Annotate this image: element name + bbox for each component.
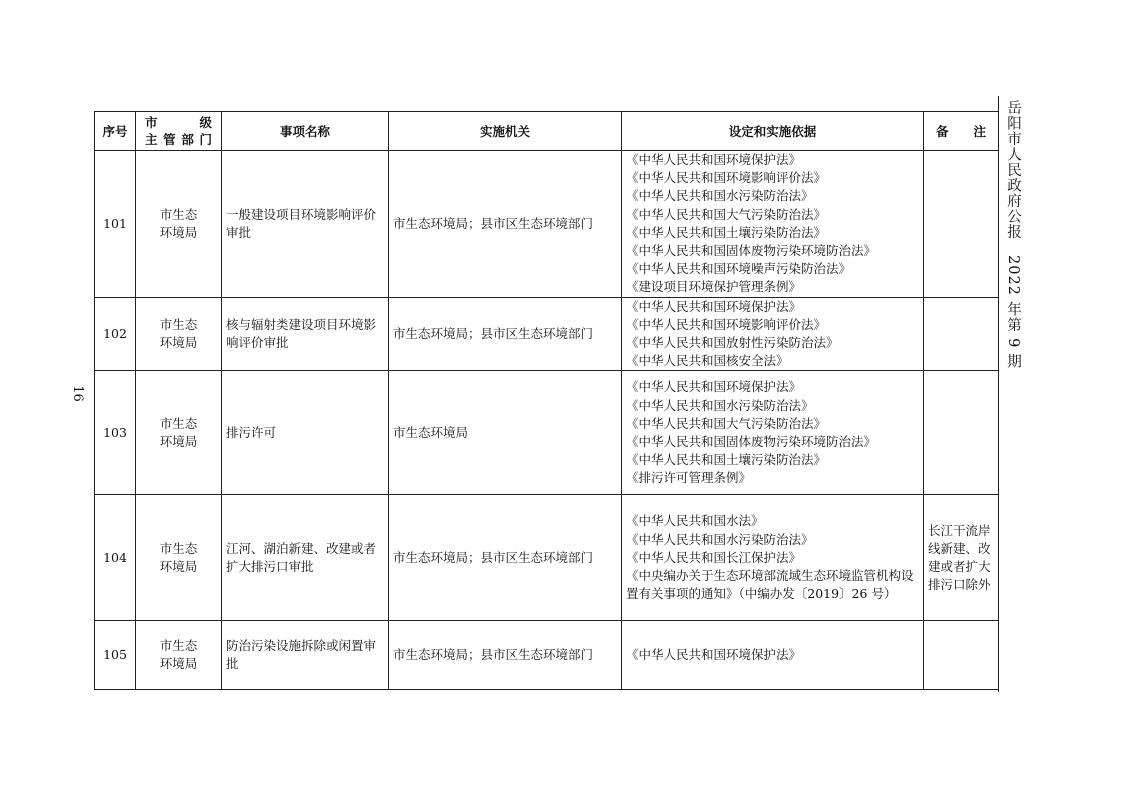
dept-line2: 环境局	[159, 656, 198, 672]
seq-cell: 104	[95, 495, 136, 621]
table-row	[95, 621, 999, 690]
dept-line2: 环境局	[159, 433, 198, 449]
basis-line: 《中华人民共和国环境影响评价法》	[626, 316, 827, 332]
header-basis: 设定和实施依据	[622, 112, 924, 151]
basis-line: 《中华人民共和国环境保护法》	[626, 298, 802, 314]
basis-line: 《中华人民共和国水污染防治法》	[626, 188, 814, 204]
dept-line1: 市生态	[159, 316, 198, 332]
dept-cell	[136, 371, 222, 495]
dept-line1: 市生态	[159, 540, 198, 556]
dept-line1: 市生态	[159, 415, 198, 431]
basis-cell	[622, 297, 924, 371]
item-cell: 防治污染设施拆除或闲置审批	[222, 621, 389, 690]
note-cell	[924, 151, 999, 298]
dept-line1: 市生态	[159, 206, 198, 222]
dept-line2: 环境局	[159, 558, 198, 574]
seq-cell: 103	[95, 371, 136, 495]
dept-cell	[136, 297, 222, 371]
basis-line: 《中华人民共和国固体废物污染环境防治法》	[626, 243, 877, 259]
approval-items-table	[94, 111, 999, 690]
note-cell	[924, 371, 999, 495]
header-dept-line1: 市 级	[145, 115, 212, 130]
item-cell: 一般建设项目环境影响评价审批	[222, 151, 389, 298]
agency-cell: 市生态环境局；县市区生态环境部门	[389, 621, 622, 690]
basis-line: 《中华人民共和国水法》	[626, 513, 764, 529]
basis-line: 《建设项目环境保护管理条例》	[626, 279, 802, 295]
basis-cell	[622, 621, 924, 690]
basis-line: 《中华人民共和国环境噪声污染防治法》	[626, 261, 852, 277]
header-dept-line2: 主管部门	[145, 132, 212, 147]
table-row	[95, 495, 999, 621]
dept-line1: 市生态	[159, 638, 198, 654]
agency-cell: 市生态环境局；县市区生态环境部门	[389, 495, 622, 621]
agency-cell: 市生态环境局；县市区生态环境部门	[389, 297, 622, 371]
basis-cell	[622, 371, 924, 495]
basis-line: 《中华人民共和国环境保护法》	[626, 647, 802, 663]
basis-line: 《中央编办关于生态环境部流域生态环境监管机构设置有关事项的通知》（中编办发〔2019〕26 号）	[626, 568, 914, 602]
basis-line: 《中华人民共和国环境保护法》	[626, 379, 802, 395]
basis-line: 《排污许可管理条例》	[626, 470, 752, 486]
dept-line2: 环境局	[159, 335, 198, 351]
basis-line: 《中华人民共和国固体废物污染环境防治法》	[626, 433, 877, 449]
basis-line: 《中华人民共和国水污染防治法》	[626, 531, 814, 547]
dept-cell	[136, 151, 222, 298]
basis-line: 《中华人民共和国核安全法》	[626, 353, 789, 369]
item-cell: 江河、湖泊新建、改建或者扩大排污口审批	[222, 495, 389, 621]
table-row	[95, 297, 999, 371]
header-dept	[136, 112, 222, 151]
basis-line: 《中华人民共和国环境影响评价法》	[626, 170, 827, 186]
basis-line: 《中华人民共和国大气污染防治法》	[626, 206, 827, 222]
basis-line: 《中华人民共和国土壤污染防治法》	[626, 224, 827, 240]
note-cell: 长江干流岸线新建、改建或者扩大排污口除外	[924, 495, 999, 621]
seq-cell: 102	[95, 297, 136, 371]
basis-line: 《中华人民共和国大气污染防治法》	[626, 415, 827, 431]
item-cell: 排污许可	[222, 371, 389, 495]
table-header-row	[95, 112, 999, 151]
table-row	[95, 371, 999, 495]
note-cell	[924, 297, 999, 371]
item-cell: 核与辐射类建设项目环境影响评价审批	[222, 297, 389, 371]
agency-cell: 市生态环境局	[389, 371, 622, 495]
running-header: 岳阳市人民政府公报 2022 年第 9 期	[1005, 100, 1021, 370]
basis-line: 《中华人民共和国水污染防治法》	[626, 397, 814, 413]
basis-line: 《中华人民共和国土壤污染防治法》	[626, 452, 827, 468]
table-row	[95, 151, 999, 298]
basis-cell	[622, 495, 924, 621]
note-cell	[924, 621, 999, 690]
header-seq: 序号	[95, 112, 136, 151]
basis-line: 《中华人民共和国长江保护法》	[626, 549, 802, 565]
basis-line: 《中华人民共和国环境保护法》	[626, 152, 802, 167]
header-agency: 实施机关	[389, 112, 622, 151]
seq-cell: 101	[95, 151, 136, 298]
header-item: 事项名称	[222, 112, 389, 151]
page-number: 16	[69, 385, 85, 402]
seq-cell: 105	[95, 621, 136, 690]
dept-line2: 环境局	[159, 224, 198, 240]
dept-cell	[136, 495, 222, 621]
basis-line: 《中华人民共和国放射性污染防治法》	[626, 335, 839, 351]
basis-cell	[622, 151, 924, 298]
header-note: 备 注	[924, 112, 999, 151]
agency-cell: 市生态环境局；县市区生态环境部门	[389, 151, 622, 298]
dept-cell	[136, 621, 222, 690]
